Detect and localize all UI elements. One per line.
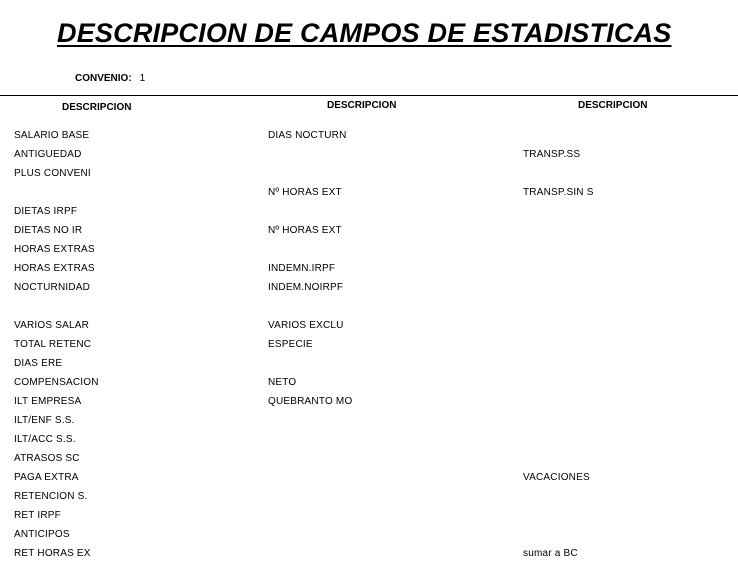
table-row (0, 470, 738, 489)
field-description-col1: ILT/ACC S.S. (14, 434, 76, 445)
table-row (0, 223, 738, 242)
table-row (0, 337, 738, 356)
field-description-col2: INDEM.NOIRPF (268, 282, 344, 293)
header-rule (0, 95, 738, 96)
table-row (0, 508, 738, 527)
field-description-col2: DIAS NOCTURN (268, 130, 347, 141)
table-row (0, 147, 738, 166)
table-row (0, 299, 738, 318)
field-description-col1: ANTICIPOS (14, 529, 70, 540)
table-row (0, 375, 738, 394)
field-description-col2: Nº HORAS EXT (268, 225, 342, 236)
table-row (0, 489, 738, 508)
field-description-col1: PAGA EXTRA (14, 472, 79, 483)
field-description-col1: HORAS EXTRAS (14, 263, 95, 274)
field-description-col1: RET HORAS EX (14, 548, 91, 559)
table-row (0, 546, 738, 565)
table-row (0, 280, 738, 299)
field-description-col1: PLUS CONVENI (14, 168, 91, 179)
field-description-col1: ATRASOS SC (14, 453, 80, 464)
table-row (0, 318, 738, 337)
field-description-col2: QUEBRANTO MO (268, 396, 353, 407)
column-header-2: DESCRIPCION (327, 100, 397, 111)
field-description-col1: ANTIGUEDAD (14, 149, 82, 160)
field-description-col3: TRANSP.SS (523, 149, 581, 160)
field-description-col1: ILT EMPRESA (14, 396, 82, 407)
table-row (0, 204, 738, 223)
column-header-3: DESCRIPCION (578, 100, 648, 111)
table-row (0, 432, 738, 451)
field-description-col2: Nº HORAS EXT (268, 187, 342, 198)
field-description-col1: DIAS ERE (14, 358, 63, 369)
field-description-col1: ILT/ENF S.S. (14, 415, 75, 426)
field-description-col1: TOTAL RETENC (14, 339, 92, 350)
column-header-1: DESCRIPCION (62, 102, 132, 113)
field-description-col2: INDEMN.IRPF (268, 263, 336, 274)
table-row (0, 128, 738, 147)
field-description-col3: VACACIONES (523, 472, 590, 483)
field-description-col1: DIETAS NO IR (14, 225, 83, 236)
description-table (0, 128, 738, 565)
field-description-col2: NETO (268, 377, 297, 388)
field-description-col1: SALARIO BASE (14, 130, 90, 141)
table-row (0, 451, 738, 470)
convenio-value: 1 (139, 73, 146, 84)
field-description-col1: NOCTURNIDAD (14, 282, 91, 293)
report-title: DESCRIPCION DE CAMPOS DE ESTADISTICAS (57, 18, 672, 48)
table-row (0, 242, 738, 261)
field-description-col3: TRANSP.SIN S (523, 187, 594, 198)
convenio-line (75, 73, 145, 84)
table-row (0, 166, 738, 185)
table-row (0, 356, 738, 375)
table-row (0, 261, 738, 280)
table-row (0, 413, 738, 432)
field-description-col1: VARIOS SALAR (14, 320, 90, 331)
table-row (0, 185, 738, 204)
field-description-col3: sumar a BC (523, 548, 578, 559)
field-description-col1: RET IRPF (14, 510, 61, 521)
field-description-col2: VARIOS EXCLU (268, 320, 344, 331)
field-description-col1: DIETAS IRPF (14, 206, 78, 217)
field-description-col1: COMPENSACION (14, 377, 99, 388)
table-row (0, 527, 738, 546)
field-description-col2: ESPECIE (268, 339, 313, 350)
field-description-col1: HORAS EXTRAS (14, 244, 95, 255)
table-row (0, 394, 738, 413)
convenio-label: CONVENIO: (75, 73, 132, 84)
field-description-col1: RETENCION S. (14, 491, 88, 502)
